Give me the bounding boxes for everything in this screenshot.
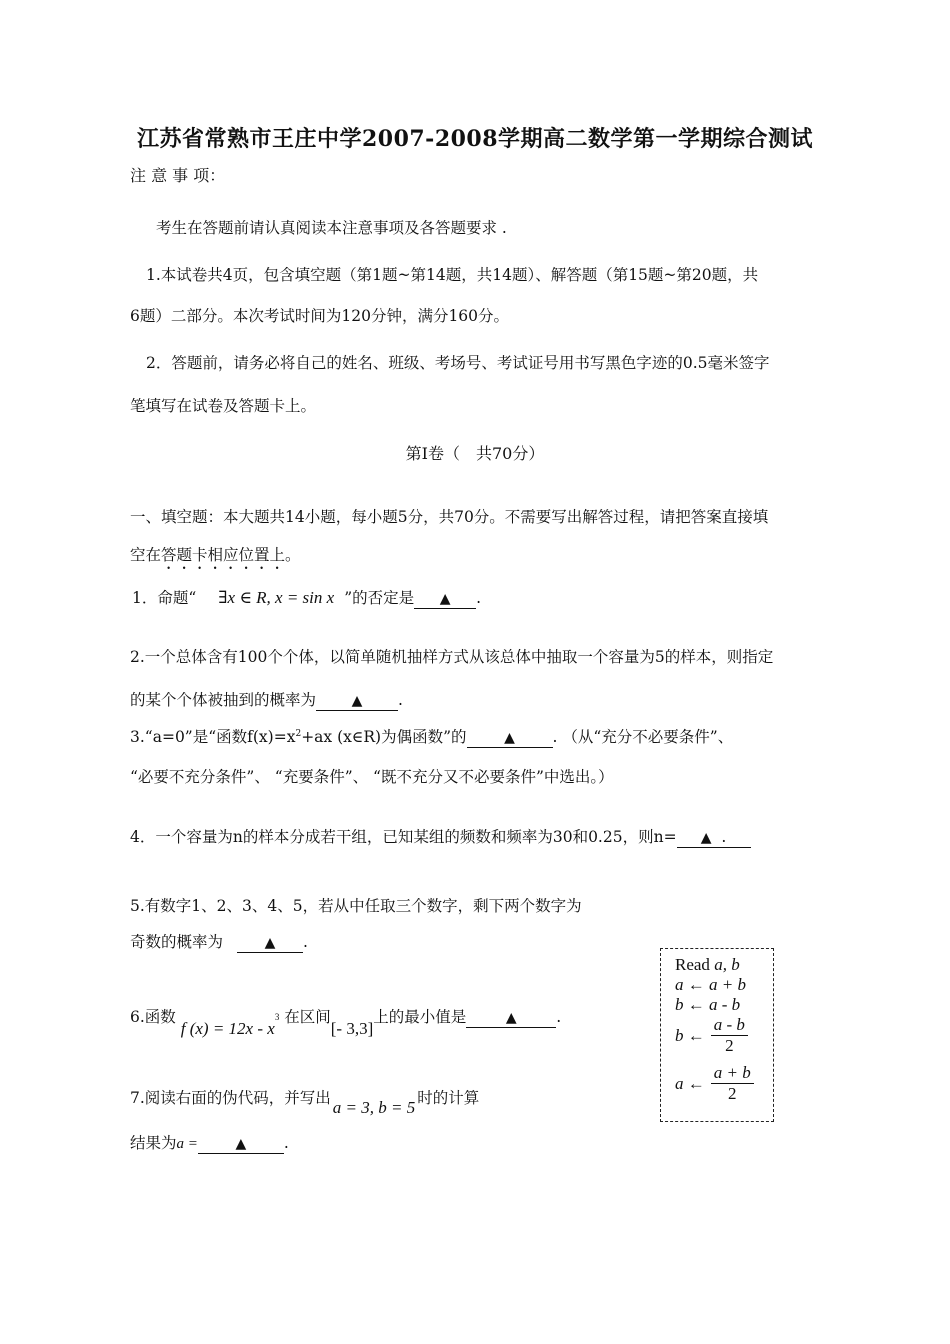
q6-suffix: 上的最小值是 <box>373 1008 467 1027</box>
q2-end: . <box>398 691 403 709</box>
q6-mid: 在区间 <box>284 1008 331 1027</box>
q2-answer-blank[interactable] <box>316 691 398 711</box>
q4-end: . <box>721 828 727 846</box>
q1-end: . <box>476 589 482 607</box>
page-title: 江苏省常熟市王庄中学2007-2008学期高二数学第一学期综合测试 <box>136 126 814 152</box>
q6-answer-blank[interactable] <box>466 1008 556 1028</box>
question-7-line2 <box>130 1133 289 1154</box>
q1-suffix: ”的否定是 <box>344 589 415 607</box>
question-3-line1 <box>130 724 733 748</box>
answer-triangle-icon: ▲ <box>264 935 276 951</box>
q6-function: f (x) = 12x - x <box>180 1019 275 1039</box>
q3-line1-c: . （从“充分不必要条件”、 <box>552 728 734 747</box>
q6-prefix: 6.函数 <box>130 1008 176 1027</box>
section-heading: 第Ⅰ卷（ 共70分） <box>405 444 545 463</box>
q6-interval: [- 3,3] <box>330 1019 374 1039</box>
line4-numerator: a - b <box>711 1015 748 1036</box>
pseudocode-line-4 <box>675 1015 748 1056</box>
question-5-line1: 5.有数字1、2、3、4、5，若从中任取三个数字，剩下两个数字为 <box>130 897 582 915</box>
pseudocode-line-2: a ← a + b <box>675 975 746 994</box>
q1-prefix: 1．命题“ <box>132 589 197 607</box>
notice-heading: 注 意 事 项： <box>130 166 226 185</box>
part1-line2-a: 空在 <box>130 546 162 564</box>
answer-triangle-icon: ▲ <box>505 1010 517 1027</box>
q6-end: . <box>556 1008 562 1027</box>
question-7-line1 <box>130 1088 480 1117</box>
answer-triangle-icon: ▲ <box>504 730 515 747</box>
question-2-line2 <box>130 690 403 711</box>
q5-answer-blank[interactable] <box>237 933 303 953</box>
part1-instructions-line2 <box>130 545 301 573</box>
q5-line2-text: 奇数的概率为 <box>130 933 224 951</box>
notice-2-line1: 2．答题前，请务必将自己的姓名、班级、考场号、考试证号用书写黑色字迹的0.5毫米签字 <box>146 354 770 372</box>
answer-triangle-icon: ▲ <box>351 693 363 709</box>
q4-text: 4．一个容量为n的样本分成若干组，已知某组的频数和频率为30和0.25，则n= <box>130 828 677 846</box>
notice-intro: 考生在答题前请认真阅读本注意事项及各答题要求 . <box>156 219 507 237</box>
q4-answer-blank[interactable] <box>677 828 751 848</box>
question-6 <box>130 1003 562 1039</box>
question-4 <box>130 827 751 848</box>
q7-end: . <box>283 1134 289 1152</box>
q7-line1-a: 7.阅读右面的伪代码，并写出 <box>130 1089 331 1107</box>
read-vars: a, b <box>709 955 740 974</box>
q2-line2-text: 的某个个体被抽到的概率为 <box>130 691 317 709</box>
pseudocode-read-line <box>675 955 740 975</box>
question-3-line2: “必要不充分条件”、 “充要条件”、 “既不充分又不必要条件”中选出。） <box>130 768 614 786</box>
q3-line1-a: 3.“a=0”是“函数f(x)=x <box>130 728 296 747</box>
notice-2-line2: 笔填写在试卷及答题卡上。 <box>130 397 317 415</box>
part1-instructions-line1: 一、填空题：本大题共14小题，每小题5分，共70分。不需要写出解答过程，请把答案直接填 <box>130 508 769 526</box>
answer-triangle-icon: ▲ <box>235 1136 247 1152</box>
q1-formula: ∃x ∈ R, x = sin x <box>218 588 335 607</box>
part1-line2-b: 。 <box>285 546 301 564</box>
line5-denominator: 2 <box>727 1084 737 1103</box>
q3-answer-blank[interactable] <box>467 728 553 748</box>
pseudocode-box <box>660 948 774 1122</box>
pseudocode-line-3: b ← a - b <box>675 995 741 1014</box>
question-1 <box>132 588 481 609</box>
line4-denominator: 2 <box>725 1036 734 1055</box>
notice-1-line1: 1.本试卷共4页，包含填空题（第1题~第14题，共14题）、解答题（第15题~第20题，共 <box>146 266 759 284</box>
line5-fraction <box>711 1063 754 1104</box>
answer-triangle-icon: ▲ <box>439 591 451 607</box>
q7-values: a = 3, b = 5 <box>332 1098 416 1117</box>
q5-end: . <box>303 933 308 951</box>
q6-exponent: 3 <box>274 1012 280 1022</box>
answer-triangle-icon: ▲ <box>700 830 712 846</box>
part1-line2-emphasis: 答题卡相应位置上 <box>161 546 286 564</box>
q7-result-var: a = <box>176 1136 198 1152</box>
line4-lhs: b ← <box>675 1025 705 1045</box>
line5-numerator: a + b <box>711 1063 754 1084</box>
q3-exponent: 2 <box>295 729 302 739</box>
question-2-line1: 2.一个总体含有100个个体，以简单随机抽样方式从该总体中抽取一个容量为5的样本，则指定 <box>130 648 774 666</box>
question-5-line2 <box>130 932 308 953</box>
q7-line1-b: 时的计算 <box>417 1089 480 1107</box>
pseudocode-line-5 <box>675 1063 754 1104</box>
q1-answer-blank[interactable] <box>414 589 476 609</box>
line4-fraction <box>711 1015 748 1056</box>
notice-1-line2: 6题）二部分。本次考试时间为120分钟，满分160分。 <box>130 307 510 325</box>
q3-line1-b: +ax (x∈R)为偶函数”的 <box>301 728 467 747</box>
q7-line2-a: 结果为 <box>130 1134 177 1152</box>
read-keyword: Read <box>675 955 710 974</box>
line5-lhs: a ← <box>675 1073 705 1093</box>
q7-answer-blank[interactable] <box>198 1134 284 1154</box>
